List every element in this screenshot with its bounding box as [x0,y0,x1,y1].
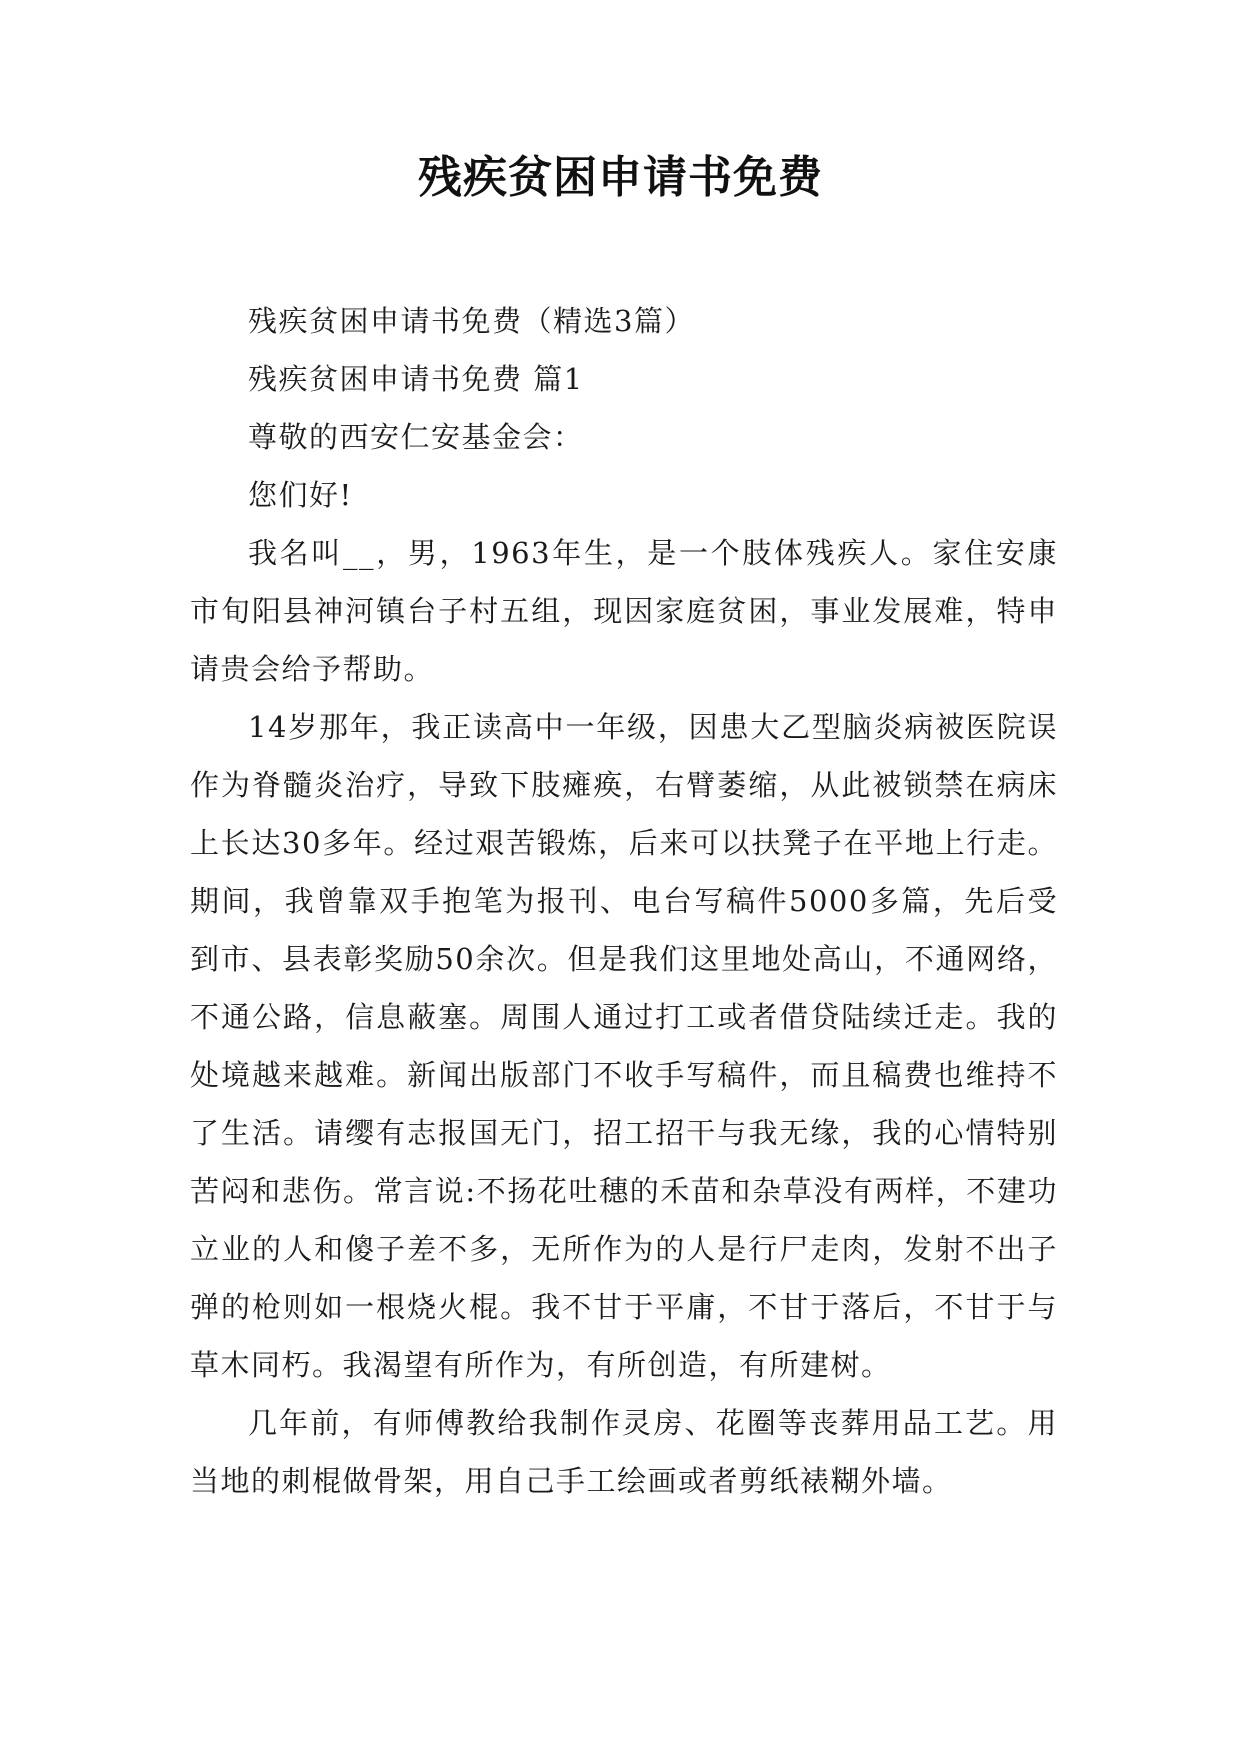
paragraph-salutation: 尊敬的西安仁安基金会： [248,420,584,454]
paragraph-greeting: 您们好! [248,478,353,512]
paragraph-collection-heading: 残疾贫困申请书免费（精选3篇） [248,304,695,338]
paragraph-section-heading: 残疾贫困申请书免费 篇1 [248,362,584,396]
document-body [190,292,1058,1510]
document-title: 残疾贫困申请书免费 [418,152,823,203]
paragraph-background: 14岁那年，我正读高中一年级，因患大乙型脑炎病被医院误作为脊髓炎治疗，导致下肢瘫痪，右臂萎缩，从此被锁禁在病床上长达30多年。经过艰苦锻炼，后来可以扶凳子在平地上行走。期间，我曾靠双手抱笔为报刊、电台写稿件5000多篇，先后受到市、县表彰奖励50余次。但是我们这里地处高山，不通网络，不通公路，信息蔽塞。周围人通过打工或者借贷陆续迁走。我的处境越来越难。新闻出版部门不收手写稿件，而且稿费也维持不了生活。请缨有志报国无门，招工招干与我无缘，我的心情特别苦闷和悲伤。常言说:不扬花吐穗的禾苗和杂草没有两样，不建功立业的人和傻子差不多，无所作为的人是行尸走肉，发射不出子弹的枪则如一根烧火棍。我不甘于平庸，不甘于落后，不甘于与草木同朽。我渴望有所作为，有所创造，有所建树。 [190,710,1058,1382]
paragraph-craft: 几年前，有师傅教给我制作灵房、花圈等丧葬用品工艺。用当地的刺棍做骨架，用自己手工绘画或者剪纸裱糊外墙。 [190,1406,1058,1498]
paragraph-introduction: 我名叫__，男，1963年生，是一个肢体残疾人。家住安康市旬阳县神河镇台子村五组，现因家庭贫困，事业发展难，特申请贵会给予帮助。 [190,536,1058,686]
